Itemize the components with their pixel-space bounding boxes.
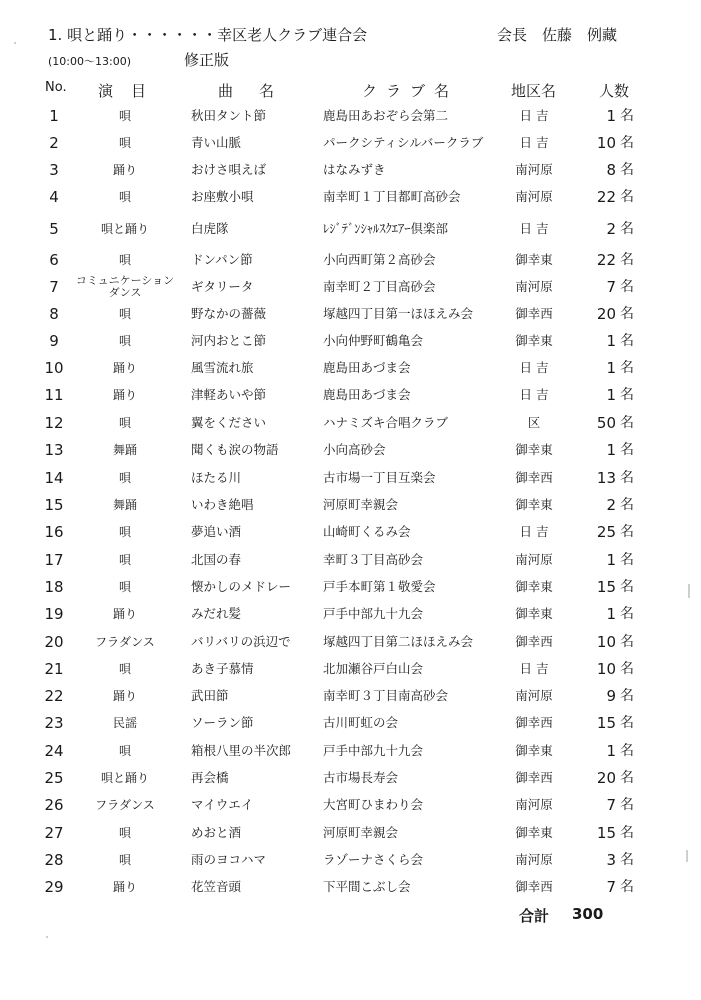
row-number: 24 bbox=[44, 742, 64, 760]
row-number: 16 bbox=[44, 523, 64, 541]
song-cell: あき子慕情 bbox=[191, 661, 254, 676]
count-cell: 20 bbox=[596, 769, 616, 787]
row-number: 27 bbox=[44, 824, 64, 842]
club-cell: 幸町３丁目高砂会 bbox=[323, 552, 424, 567]
unit-label: 名 bbox=[620, 743, 634, 759]
club-cell: 古市場一丁目互楽会 bbox=[323, 470, 436, 485]
club-cell: 古市場長寿会 bbox=[323, 770, 399, 785]
district-cell: 南河原 bbox=[515, 552, 553, 567]
row-number: 26 bbox=[44, 796, 64, 814]
song-cell: 秋田タント節 bbox=[191, 108, 267, 123]
unit-label: 名 bbox=[620, 415, 634, 431]
row-number: 6 bbox=[49, 251, 59, 269]
table-row bbox=[0, 216, 701, 242]
district-cell: 日 吉 bbox=[519, 221, 549, 236]
club-cell: 戸手中部九十九会 bbox=[323, 606, 424, 621]
unit-label: 名 bbox=[620, 162, 634, 178]
row-number: 1 bbox=[49, 107, 59, 125]
unit-label: 名 bbox=[620, 552, 634, 568]
column-header-event: 演目 bbox=[97, 82, 164, 100]
table-row bbox=[0, 656, 701, 682]
district-cell: 南河原 bbox=[515, 279, 553, 294]
column-header-song: 曲名 bbox=[218, 82, 301, 100]
event-cell: 舞踊 bbox=[112, 498, 137, 512]
count-cell: 9 bbox=[606, 687, 616, 705]
table-row bbox=[0, 410, 701, 436]
row-number: 15 bbox=[44, 496, 64, 514]
song-cell: バリバリの浜辺で bbox=[191, 634, 291, 649]
row-number: 12 bbox=[44, 414, 64, 432]
song-cell: 箱根八里の半次郎 bbox=[191, 743, 292, 758]
unit-label: 名 bbox=[620, 524, 634, 540]
song-cell: ドンパン節 bbox=[191, 252, 253, 267]
count-cell: 15 bbox=[596, 578, 616, 596]
event-cell: 踊り bbox=[112, 163, 137, 177]
unit-label: 名 bbox=[620, 770, 634, 786]
table-row bbox=[0, 629, 701, 655]
event-cell: 舞踊 bbox=[112, 443, 137, 457]
table-row bbox=[0, 765, 701, 791]
row-number: 19 bbox=[44, 605, 64, 623]
district-cell: 御幸東 bbox=[515, 252, 553, 267]
column-header-people: 人数 bbox=[599, 82, 630, 100]
song-cell: いわき絶唱 bbox=[191, 497, 254, 512]
column-header-club: クラブ名 bbox=[362, 82, 459, 100]
row-number: 18 bbox=[44, 578, 64, 596]
event-cell: フラダンス bbox=[95, 798, 155, 812]
row-number: 7 bbox=[49, 278, 59, 296]
club-cell: 戸手本町第１敬愛会 bbox=[323, 579, 436, 594]
unit-label: 名 bbox=[620, 661, 634, 677]
club-cell: 大宮町ひまわり会 bbox=[323, 797, 424, 812]
district-cell: 御幸東 bbox=[515, 497, 553, 512]
event-cell: 唄と踊り bbox=[100, 771, 149, 785]
row-number: 21 bbox=[44, 660, 64, 678]
club-cell: 北加瀬谷戸白山会 bbox=[323, 661, 424, 676]
scan-mark bbox=[14, 42, 16, 44]
song-cell: 再会橋 bbox=[191, 770, 229, 785]
event-cell: 唄 bbox=[118, 853, 131, 867]
district-cell: 日 吉 bbox=[519, 108, 549, 123]
unit-label: 名 bbox=[620, 497, 634, 513]
song-cell: みだれ髪 bbox=[191, 606, 242, 621]
table-row bbox=[0, 355, 701, 381]
song-cell: お座敷小唄 bbox=[191, 189, 254, 204]
district-cell: 日 吉 bbox=[519, 360, 549, 375]
event-cell: コミュニケーション ダンス bbox=[75, 274, 175, 299]
count-cell: 1 bbox=[606, 605, 616, 623]
unit-label: 名 bbox=[620, 442, 634, 458]
unit-label: 名 bbox=[620, 879, 634, 895]
club-cell: はなみずき bbox=[323, 162, 386, 177]
event-cell: 唄 bbox=[118, 416, 131, 430]
event-cell: 唄と踊り bbox=[100, 222, 149, 236]
song-cell: めおと酒 bbox=[191, 825, 242, 840]
row-number: 10 bbox=[44, 359, 64, 377]
column-header-no: No. bbox=[45, 80, 67, 95]
count-cell: 8 bbox=[606, 161, 616, 179]
count-cell: 1 bbox=[606, 359, 616, 377]
district-cell: 南河原 bbox=[515, 162, 553, 177]
event-cell: 踊り bbox=[112, 607, 137, 621]
count-cell: 13 bbox=[596, 469, 616, 487]
district-cell: 日 吉 bbox=[519, 387, 549, 402]
unit-label: 名 bbox=[620, 221, 634, 237]
event-cell: 唄 bbox=[118, 662, 131, 676]
row-number: 29 bbox=[44, 878, 64, 896]
song-cell: 野なかの薔薇 bbox=[191, 306, 267, 321]
count-cell: 10 bbox=[596, 660, 616, 678]
row-number: 20 bbox=[44, 633, 64, 651]
scan-mark bbox=[46, 936, 48, 938]
club-cell: 鹿島田あづま会 bbox=[323, 387, 411, 402]
district-cell: 御幸西 bbox=[515, 470, 553, 485]
district-cell: 御幸西 bbox=[515, 879, 553, 894]
scan-mark bbox=[686, 850, 688, 862]
club-cell: 南幸町３丁目南高砂会 bbox=[323, 688, 449, 703]
unit-label: 名 bbox=[620, 797, 634, 813]
table-row bbox=[0, 382, 701, 408]
district-cell: 御幸東 bbox=[515, 743, 553, 758]
table-row bbox=[0, 492, 701, 518]
club-cell: 戸手中部九十九会 bbox=[323, 743, 424, 758]
district-cell: 南河原 bbox=[515, 189, 553, 204]
row-number: 13 bbox=[44, 441, 64, 459]
count-cell: 22 bbox=[596, 251, 616, 269]
unit-label: 名 bbox=[620, 634, 634, 650]
unit-label: 名 bbox=[620, 333, 634, 349]
table-row bbox=[0, 574, 701, 600]
song-cell: 北国の春 bbox=[191, 552, 242, 567]
district-cell: 御幸東 bbox=[515, 825, 553, 840]
event-cell: 唄 bbox=[118, 109, 131, 123]
event-cell: 唄 bbox=[118, 190, 131, 204]
song-cell: 津軽あいや節 bbox=[191, 387, 267, 402]
count-cell: 10 bbox=[596, 633, 616, 651]
unit-label: 名 bbox=[620, 387, 634, 403]
table-row bbox=[0, 601, 701, 627]
song-cell: ギタリータ bbox=[191, 279, 254, 294]
count-cell: 15 bbox=[596, 824, 616, 842]
table-row bbox=[0, 328, 701, 354]
club-cell: 小向高砂会 bbox=[323, 442, 386, 457]
count-cell: 1 bbox=[606, 742, 616, 760]
event-cell: 踊り bbox=[112, 388, 137, 402]
unit-label: 名 bbox=[620, 688, 634, 704]
table-row bbox=[0, 301, 701, 327]
count-cell: 22 bbox=[596, 188, 616, 206]
table-row bbox=[0, 274, 701, 300]
song-cell: 白虎隊 bbox=[191, 221, 229, 236]
event-cell: 踊り bbox=[112, 361, 137, 375]
row-number: 4 bbox=[49, 188, 59, 206]
song-cell: 風雪流れ旅 bbox=[191, 360, 254, 375]
club-cell: 小向西町第２高砂会 bbox=[323, 252, 436, 267]
row-number: 22 bbox=[44, 687, 64, 705]
unit-label: 名 bbox=[620, 189, 634, 205]
count-cell: 7 bbox=[606, 278, 616, 296]
club-cell: 古川町虹の会 bbox=[323, 715, 399, 730]
event-cell: 唄 bbox=[118, 334, 131, 348]
club-cell: 河原町幸親会 bbox=[323, 497, 399, 512]
event-cell: 踊り bbox=[112, 689, 137, 703]
table-row bbox=[0, 847, 701, 873]
club-cell: 下平間こぶし会 bbox=[323, 879, 411, 894]
event-cell: 民謡 bbox=[112, 716, 137, 730]
event-cell: フラダンス bbox=[95, 635, 155, 649]
count-cell: 1 bbox=[606, 551, 616, 569]
club-cell: 小向仲野町鶴亀会 bbox=[323, 333, 424, 348]
event-cell: 唄 bbox=[118, 553, 131, 567]
song-cell: 懐かしのメドレー bbox=[191, 579, 292, 594]
count-cell: 1 bbox=[606, 332, 616, 350]
club-cell: ラゾーナさくら会 bbox=[323, 852, 424, 867]
event-cell: 唄 bbox=[118, 580, 131, 594]
document-title: 1. 唄と踊り・・・・・・幸区老人クラブ連合会 bbox=[48, 26, 368, 44]
scan-mark bbox=[688, 584, 690, 598]
table-row bbox=[0, 437, 701, 463]
row-number: 2 bbox=[49, 134, 59, 152]
event-cell: 踊り bbox=[112, 880, 137, 894]
row-number: 5 bbox=[49, 220, 59, 238]
table-row bbox=[0, 157, 701, 183]
row-number: 28 bbox=[44, 851, 64, 869]
count-cell: 25 bbox=[596, 523, 616, 541]
unit-label: 名 bbox=[620, 279, 634, 295]
table-row bbox=[0, 519, 701, 545]
club-cell: 塚越四丁目第二ほほえみ会 bbox=[323, 634, 474, 649]
table-row bbox=[0, 247, 701, 273]
unit-label: 名 bbox=[620, 470, 634, 486]
count-cell: 1 bbox=[606, 441, 616, 459]
table-row bbox=[0, 103, 701, 129]
district-cell: 御幸西 bbox=[515, 306, 553, 321]
unit-label: 名 bbox=[620, 579, 634, 595]
district-cell: 南河原 bbox=[515, 797, 553, 812]
district-cell: 日 吉 bbox=[519, 524, 549, 539]
event-cell: 唄 bbox=[118, 744, 131, 758]
club-cell: ﾚｼﾞﾃﾞﾝｼｬﾙｽｸｴｱｰ倶楽部 bbox=[323, 221, 449, 236]
club-cell: ハナミズキ合唱クラブ bbox=[323, 415, 449, 430]
count-cell: 50 bbox=[596, 414, 616, 432]
song-cell: 青い山脈 bbox=[191, 135, 242, 150]
district-cell: 区 bbox=[527, 415, 541, 430]
song-cell: ソーラン節 bbox=[191, 715, 254, 730]
count-cell: 15 bbox=[596, 714, 616, 732]
club-cell: パークシティシルバークラブ bbox=[323, 135, 484, 150]
row-number: 11 bbox=[44, 386, 64, 404]
event-cell: 唄 bbox=[118, 136, 131, 150]
song-cell: ほたる川 bbox=[191, 470, 242, 485]
count-cell: 7 bbox=[606, 796, 616, 814]
president-name: 会長 佐藤 例藏 bbox=[497, 26, 618, 44]
song-cell: 雨のヨコハマ bbox=[191, 852, 267, 867]
unit-label: 名 bbox=[620, 360, 634, 376]
club-cell: 鹿島田あづま会 bbox=[323, 360, 411, 375]
table-row bbox=[0, 465, 701, 491]
row-number: 8 bbox=[49, 305, 59, 323]
district-cell: 御幸東 bbox=[515, 606, 553, 621]
district-cell: 御幸西 bbox=[515, 715, 553, 730]
event-cell: 唄 bbox=[118, 525, 131, 539]
district-cell: 南河原 bbox=[515, 852, 553, 867]
song-cell: 聞くも涙の物語 bbox=[191, 442, 279, 457]
count-cell: 7 bbox=[606, 878, 616, 896]
district-cell: 御幸東 bbox=[515, 442, 553, 457]
unit-label: 名 bbox=[620, 852, 634, 868]
row-number: 9 bbox=[49, 332, 59, 350]
table-row bbox=[0, 130, 701, 156]
song-cell: 翼をください bbox=[191, 415, 267, 430]
count-cell: 1 bbox=[606, 107, 616, 125]
row-number: 14 bbox=[44, 469, 64, 487]
unit-label: 名 bbox=[620, 108, 634, 124]
district-cell: 日 吉 bbox=[519, 135, 549, 150]
song-cell: おけさ唄えば bbox=[191, 162, 267, 177]
table-row bbox=[0, 792, 701, 818]
event-cell: 唄 bbox=[118, 253, 131, 267]
row-number: 17 bbox=[44, 551, 64, 569]
table-row bbox=[0, 710, 701, 736]
event-cell: 唄 bbox=[118, 471, 131, 485]
district-cell: 日 吉 bbox=[519, 661, 549, 676]
song-cell: マイウエイ bbox=[191, 797, 254, 812]
club-cell: 塚越四丁目第一ほほえみ会 bbox=[323, 306, 474, 321]
district-cell: 御幸西 bbox=[515, 770, 553, 785]
count-cell: 20 bbox=[596, 305, 616, 323]
table-row bbox=[0, 683, 701, 709]
song-cell: 夢追い酒 bbox=[191, 524, 242, 539]
club-cell: 南幸町２丁目高砂会 bbox=[323, 279, 436, 294]
club-cell: 南幸町１丁目都町高砂会 bbox=[323, 189, 461, 204]
song-cell: 河内おとこ節 bbox=[191, 333, 267, 348]
district-cell: 御幸東 bbox=[515, 579, 553, 594]
count-cell: 3 bbox=[606, 851, 616, 869]
row-number: 23 bbox=[44, 714, 64, 732]
table-row bbox=[0, 738, 701, 764]
club-cell: 山崎町くるみ会 bbox=[323, 524, 411, 539]
unit-label: 名 bbox=[620, 135, 634, 151]
row-number: 3 bbox=[49, 161, 59, 179]
club-cell: 鹿島田あおぞら会第二 bbox=[323, 108, 449, 123]
unit-label: 名 bbox=[620, 252, 634, 268]
column-header-district: 地区名 bbox=[511, 82, 557, 100]
table-row bbox=[0, 874, 701, 900]
time-range: (10:00～13:00) bbox=[48, 55, 131, 68]
song-cell: 花笠音頭 bbox=[191, 879, 242, 894]
count-cell: 10 bbox=[596, 134, 616, 152]
event-cell: 唄 bbox=[118, 826, 131, 840]
unit-label: 名 bbox=[620, 715, 634, 731]
total-label: 合計 bbox=[519, 907, 550, 925]
count-cell: 2 bbox=[606, 496, 616, 514]
district-cell: 南河原 bbox=[515, 688, 553, 703]
revised-label: 修正版 bbox=[184, 51, 230, 69]
table-row bbox=[0, 547, 701, 573]
table-row bbox=[0, 184, 701, 210]
district-cell: 御幸西 bbox=[515, 634, 553, 649]
event-cell: 唄 bbox=[118, 307, 131, 321]
unit-label: 名 bbox=[620, 825, 634, 841]
count-cell: 1 bbox=[606, 386, 616, 404]
row-number: 25 bbox=[44, 769, 64, 787]
count-cell: 2 bbox=[606, 220, 616, 238]
table-row bbox=[0, 820, 701, 846]
total-value: 300 bbox=[572, 905, 604, 923]
district-cell: 御幸東 bbox=[515, 333, 553, 348]
unit-label: 名 bbox=[620, 606, 634, 622]
song-cell: 武田節 bbox=[191, 688, 229, 703]
club-cell: 河原町幸親会 bbox=[323, 825, 399, 840]
unit-label: 名 bbox=[620, 306, 634, 322]
